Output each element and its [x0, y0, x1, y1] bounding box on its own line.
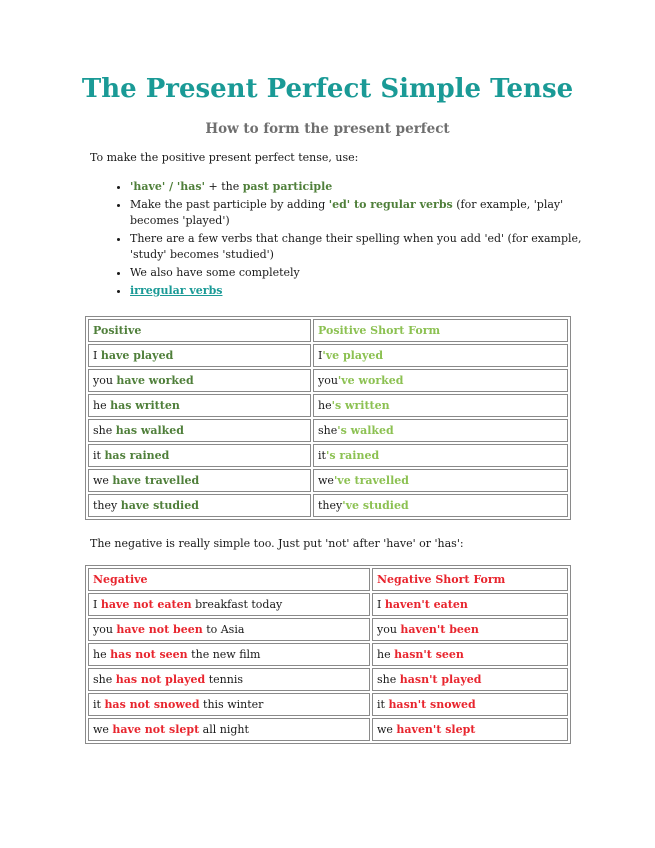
positive-short-cell	[313, 494, 568, 517]
table-header-row	[88, 319, 568, 342]
negative-table	[85, 565, 571, 744]
table-row	[88, 693, 568, 716]
completely-text: We also have some completely	[130, 266, 300, 279]
subject-text: he	[377, 648, 395, 661]
table-row	[88, 618, 568, 641]
short-verb-text: 's walked	[337, 424, 394, 437]
subject-text: she	[93, 673, 116, 686]
short-verb-text: 's written	[331, 399, 390, 412]
verb-text: has walked	[115, 424, 184, 437]
table-row	[88, 593, 568, 616]
short-verb-text: haven't slept	[396, 723, 476, 736]
subject-text: they	[318, 499, 343, 512]
verb-text: has rained	[104, 449, 170, 462]
rest-text: tennis	[205, 673, 243, 686]
table-row	[88, 419, 568, 442]
negative-short-cell	[372, 668, 568, 691]
subject-text: it	[93, 698, 105, 711]
negative-short-cell	[372, 593, 568, 616]
negative-cell	[88, 593, 370, 616]
verb-text: have studied	[120, 499, 199, 512]
subject-text: she	[377, 673, 400, 686]
table-row	[88, 344, 568, 367]
rest-text: all night	[199, 723, 249, 736]
subject-text: we	[93, 474, 113, 487]
verb-text: have not slept	[112, 723, 200, 736]
positive-table	[85, 316, 571, 520]
negative-cell	[88, 718, 370, 741]
subject-text: they	[93, 499, 121, 512]
list-item	[130, 265, 600, 281]
positive-cell	[88, 444, 311, 467]
subject-text: he	[93, 648, 111, 661]
positive-short-cell	[313, 419, 568, 442]
page-subtitle: How to form the present perfect	[205, 121, 450, 137]
table-row	[88, 444, 568, 467]
subject-text: she	[93, 424, 116, 437]
verb-text: has not snowed	[104, 698, 200, 711]
subject-text: I	[318, 349, 323, 362]
verb-text: have played	[100, 349, 174, 362]
positive-cell	[88, 494, 311, 517]
positive-short-cell	[313, 369, 568, 392]
rest-text: to Asia	[202, 623, 245, 636]
table-header-row	[88, 568, 568, 591]
verb-text: have worked	[116, 374, 194, 387]
positive-short-cell	[313, 469, 568, 492]
negative-cell	[88, 643, 370, 666]
subject-text: you	[377, 623, 401, 636]
example-text: (for example, 'play' becomes 'played')	[130, 198, 564, 227]
positive-short-cell	[313, 444, 568, 467]
subject-text: you	[318, 374, 338, 387]
page-title: The Present Perfect Simple Tense	[81, 74, 574, 104]
short-verb-text: 've studied	[342, 499, 409, 512]
short-verb-text: hasn't snowed	[388, 698, 476, 711]
negative-cell	[88, 618, 370, 641]
list-item	[130, 283, 600, 299]
rule-text: Make the past participle by adding	[130, 198, 329, 211]
rest-text: this winter	[199, 698, 264, 711]
negative-cell	[88, 693, 370, 716]
negative-short-cell	[372, 643, 568, 666]
short-verb-text: haven't been	[400, 623, 479, 636]
intro-text: To make the positive present perfect tense, use:	[90, 151, 359, 164]
negative-short-cell	[372, 618, 568, 641]
subject-text: it	[318, 449, 326, 462]
table-row	[88, 469, 568, 492]
table-row	[88, 718, 568, 741]
rest-text: the new film	[187, 648, 261, 661]
plus-text: + the	[204, 180, 243, 193]
rules-list	[90, 179, 600, 301]
header-positive: Positive	[88, 319, 311, 342]
subject-text: he	[93, 399, 111, 412]
subject-text: it	[377, 698, 389, 711]
positive-cell	[88, 394, 311, 417]
table-row	[88, 494, 568, 517]
have-has-text: 'have' / 'has'	[130, 180, 205, 193]
table-row	[88, 643, 568, 666]
table-row	[88, 394, 568, 417]
short-verb-text: 've worked	[337, 374, 404, 387]
list-item	[130, 179, 600, 195]
verb-text: have travelled	[112, 474, 200, 487]
subject-text: we	[93, 723, 113, 736]
verb-text: have not been	[116, 623, 203, 636]
subject-text: you	[93, 623, 117, 636]
positive-short-cell	[313, 394, 568, 417]
short-verb-text: haven't eaten	[384, 598, 468, 611]
ed-regular-text: 'ed' to regular verbs	[328, 198, 453, 211]
header-negative-short: Negative Short Form	[372, 568, 568, 591]
subject-text: she	[318, 424, 338, 437]
short-verb-text: hasn't played	[399, 673, 482, 686]
spelling-text: There are a few verbs that change their spelling when you add 'ed' (for example, 'study' becomes 'studied')	[130, 232, 582, 261]
positive-short-cell	[313, 344, 568, 367]
irregular-verbs-link[interactable]: irregular verbs	[130, 284, 223, 297]
subject-text: I	[93, 349, 101, 362]
subject-text: we	[318, 474, 334, 487]
verb-text: has not seen	[110, 648, 188, 661]
list-item	[130, 231, 600, 263]
rest-text: breakfast today	[191, 598, 283, 611]
past-participle-text: past participle	[242, 180, 333, 193]
short-verb-text: hasn't seen	[394, 648, 464, 661]
header-positive-short: Positive Short Form	[313, 319, 568, 342]
negative-intro-text: The negative is really simple too. Just put 'not' after 'have' or 'has':	[90, 537, 464, 550]
positive-cell	[88, 419, 311, 442]
subject-text: I	[377, 598, 385, 611]
positive-cell	[88, 344, 311, 367]
positive-cell	[88, 469, 311, 492]
positive-cell	[88, 369, 311, 392]
subject-text: we	[377, 723, 397, 736]
list-item	[130, 197, 600, 229]
negative-short-cell	[372, 718, 568, 741]
negative-cell	[88, 668, 370, 691]
short-verb-text: 've travelled	[333, 474, 409, 487]
subject-text: he	[318, 399, 332, 412]
negative-short-cell	[372, 693, 568, 716]
verb-text: has not played	[115, 673, 206, 686]
header-negative: Negative	[88, 568, 370, 591]
table-row	[88, 369, 568, 392]
table-row	[88, 668, 568, 691]
verb-text: have not eaten	[100, 598, 192, 611]
subject-text: you	[93, 374, 117, 387]
verb-text: has written	[110, 399, 180, 412]
subject-text: I	[93, 598, 101, 611]
subject-text: it	[93, 449, 105, 462]
short-verb-text: 've played	[322, 349, 384, 362]
short-verb-text: 's rained	[325, 449, 380, 462]
